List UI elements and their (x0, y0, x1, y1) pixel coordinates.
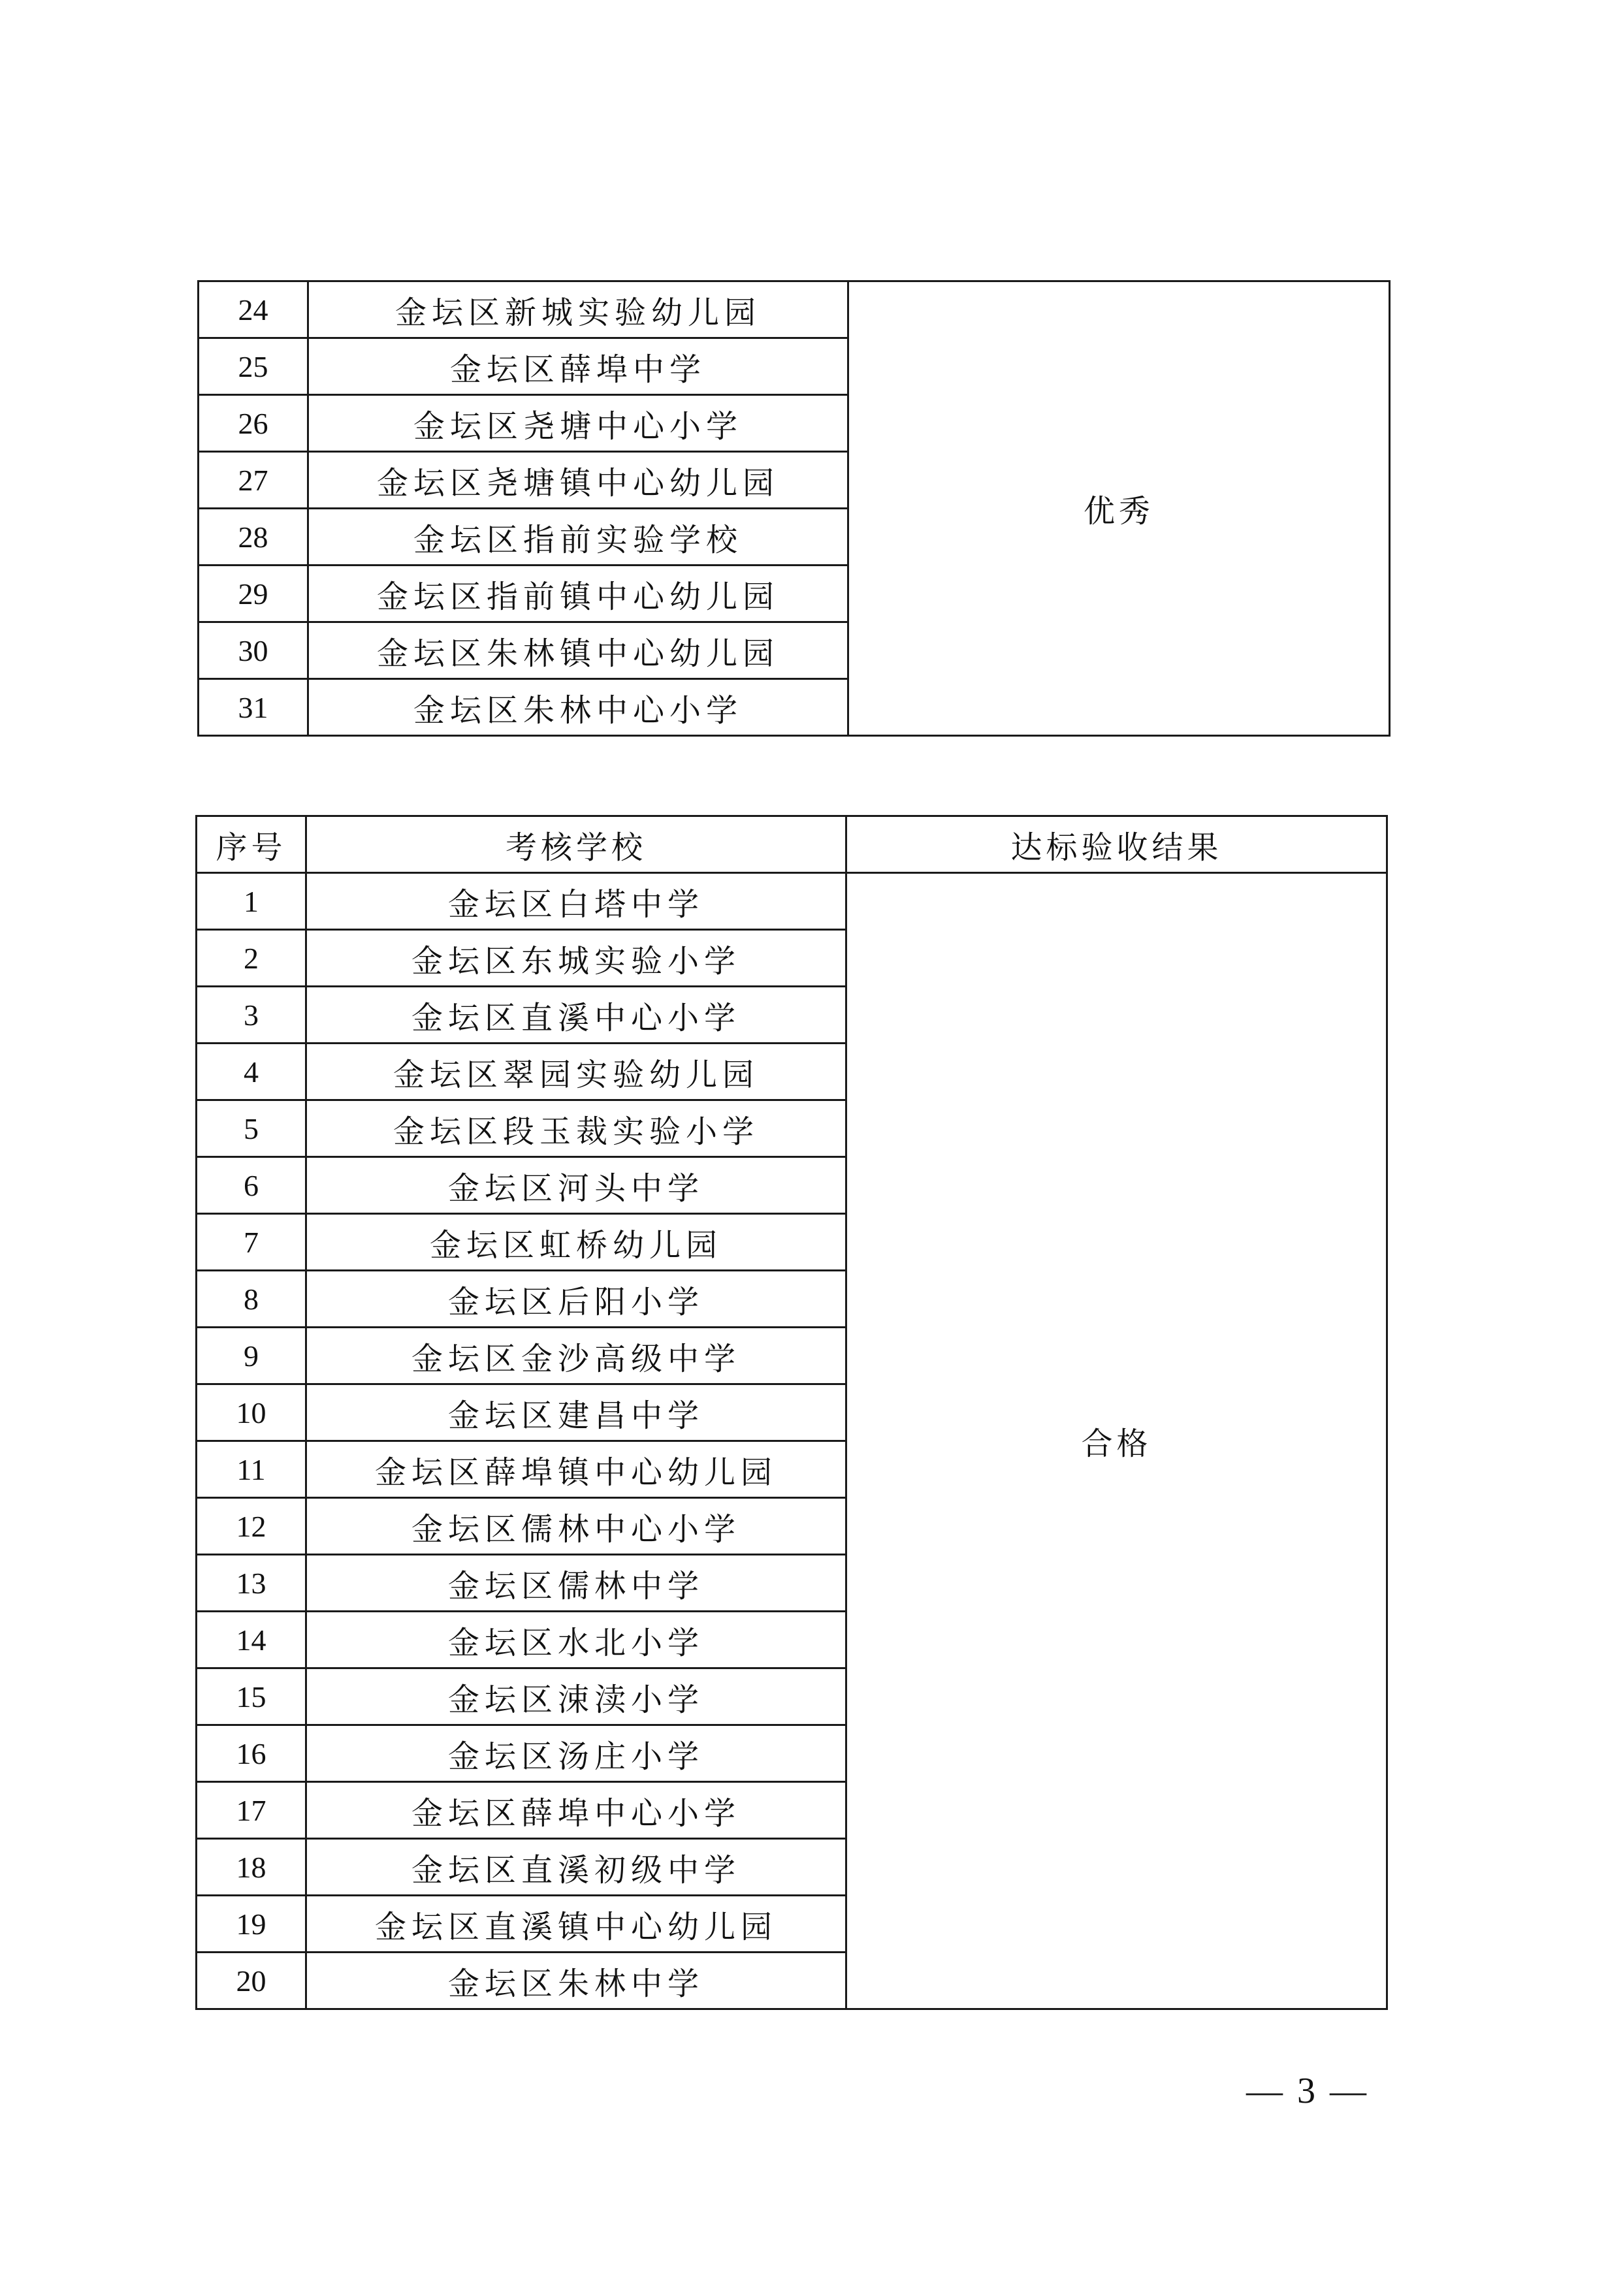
school-name-cell: 金坛区尧塘镇中心幼儿园 (308, 452, 848, 509)
school-name-cell: 金坛区尧塘中心小学 (308, 395, 848, 452)
serial-number-cell: 25 (199, 338, 308, 395)
school-name-cell: 金坛区东城实验小学 (306, 930, 846, 987)
serial-number-cell: 13 (197, 1555, 306, 1612)
table-row (199, 281, 1390, 338)
school-name-cell: 金坛区水北小学 (306, 1612, 846, 1668)
qualified-schools-table (195, 815, 1388, 2010)
serial-number-cell: 27 (199, 452, 308, 509)
school-name-cell: 金坛区建昌中学 (306, 1384, 846, 1441)
serial-number-cell: 8 (197, 1271, 306, 1328)
school-name-cell: 金坛区直溪镇中心幼儿园 (306, 1896, 846, 1953)
serial-number-cell: 15 (197, 1668, 306, 1725)
serial-number-cell: 28 (199, 509, 308, 566)
school-name-cell: 金坛区河头中学 (306, 1157, 846, 1214)
school-name-cell: 金坛区虹桥幼儿园 (306, 1214, 846, 1271)
serial-number-cell: 20 (197, 1953, 306, 2009)
school-name-cell: 金坛区汤庄小学 (306, 1725, 846, 1782)
serial-number-cell: 19 (197, 1896, 306, 1953)
header-result: 达标验收结果 (846, 816, 1387, 873)
school-name-cell: 金坛区朱林中学 (306, 1953, 846, 2009)
school-name-cell: 金坛区指前实验学校 (308, 509, 848, 566)
serial-number-cell: 31 (199, 679, 308, 736)
qualified-schools-table-body (197, 873, 1387, 2009)
serial-number-cell: 16 (197, 1725, 306, 1782)
excellent-schools-table (197, 280, 1391, 737)
serial-number-cell: 12 (197, 1498, 306, 1555)
serial-number-cell: 14 (197, 1612, 306, 1668)
serial-number-cell: 2 (197, 930, 306, 987)
serial-number-cell: 5 (197, 1100, 306, 1157)
serial-number-cell: 10 (197, 1384, 306, 1441)
table-row (197, 873, 1387, 930)
header-serial-number: 序号 (197, 816, 306, 873)
serial-number-cell: 29 (199, 566, 308, 622)
serial-number-cell: 17 (197, 1782, 306, 1839)
serial-number-cell: 24 (199, 281, 308, 338)
table-header-row (197, 816, 1387, 873)
serial-number-cell: 7 (197, 1214, 306, 1271)
serial-number-cell: 1 (197, 873, 306, 930)
school-name-cell: 金坛区薛埠中心小学 (306, 1782, 846, 1839)
school-name-cell: 金坛区翠园实验幼儿园 (306, 1044, 846, 1100)
serial-number-cell: 18 (197, 1839, 306, 1896)
school-name-cell: 金坛区后阳小学 (306, 1271, 846, 1328)
result-cell: 合格 (846, 873, 1387, 2009)
serial-number-cell: 9 (197, 1328, 306, 1384)
school-name-cell: 金坛区薛埠中学 (308, 338, 848, 395)
school-name-cell: 金坛区直溪初级中学 (306, 1839, 846, 1896)
school-name-cell: 金坛区指前镇中心幼儿园 (308, 566, 848, 622)
school-name-cell: 金坛区朱林镇中心幼儿园 (308, 622, 848, 679)
school-name-cell: 金坛区新城实验幼儿园 (308, 281, 848, 338)
school-name-cell: 金坛区朱林中心小学 (308, 679, 848, 736)
school-name-cell: 金坛区涑渎小学 (306, 1668, 846, 1725)
school-name-cell: 金坛区白塔中学 (306, 873, 846, 930)
serial-number-cell: 6 (197, 1157, 306, 1214)
school-name-cell: 金坛区儒林中心小学 (306, 1498, 846, 1555)
serial-number-cell: 3 (197, 987, 306, 1044)
serial-number-cell: 26 (199, 395, 308, 452)
serial-number-cell: 4 (197, 1044, 306, 1100)
header-school: 考核学校 (306, 816, 846, 873)
serial-number-cell: 11 (197, 1441, 306, 1498)
result-cell: 优秀 (848, 281, 1390, 736)
school-name-cell: 金坛区薛埠镇中心幼儿园 (306, 1441, 846, 1498)
school-name-cell: 金坛区金沙高级中学 (306, 1328, 846, 1384)
serial-number-cell: 30 (199, 622, 308, 679)
school-name-cell: 金坛区段玉裁实验小学 (306, 1100, 846, 1157)
excellent-schools-table-body (199, 281, 1390, 736)
school-name-cell: 金坛区儒林中学 (306, 1555, 846, 1612)
page-number: — 3 — (1246, 2071, 1369, 2111)
school-name-cell: 金坛区直溪中心小学 (306, 987, 846, 1044)
